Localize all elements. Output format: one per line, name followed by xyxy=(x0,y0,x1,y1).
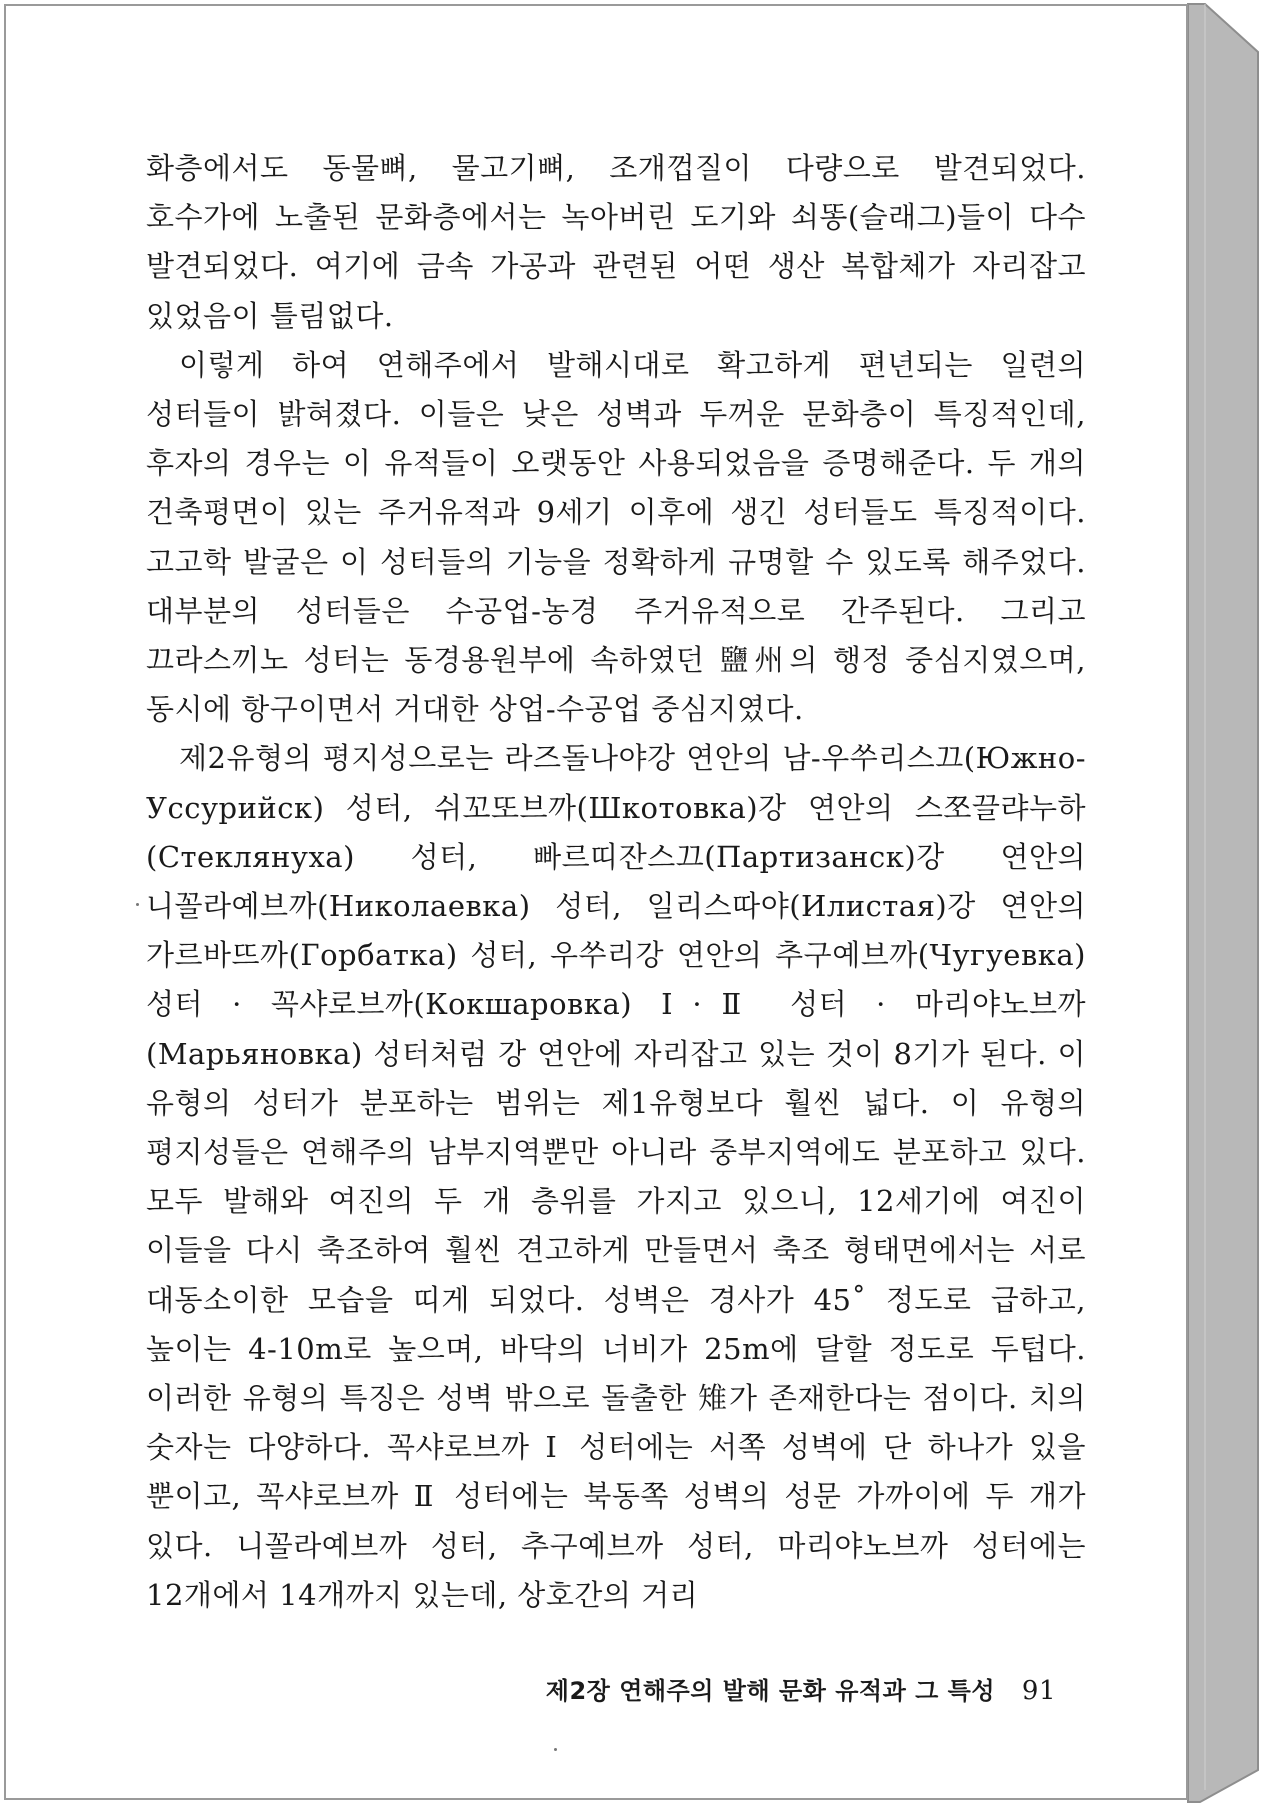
scan-speck xyxy=(554,1748,557,1751)
body-text xyxy=(146,144,1086,1620)
page-footer xyxy=(546,1671,1056,1706)
running-head: 제2장 연해주의 발해 문화 유적과 그 특성 xyxy=(545,1677,996,1705)
scan-speck xyxy=(136,903,139,906)
paragraph-3: 제2유형의 평지성으로는 라즈돌나야강 연안의 남-우쑤리스끄(Южно-Уссурийск) 성터, 쉬꼬또브까(Шкотовка)강 연안의 스쪼끌랴누하(Стеклянуха) 성터, 빠르띠잔스끄(Партизанск)강 연안의 니꼴라예브까(Николаевка) 성터, 일리스따야(Илистая)강 연안의 가르바뜨까(Горбатка) 성터, 우쑤리강 연안의 추구예브까(Чугуевка) 성터 · 꼭샤로브까(Кокшаровка) Ⅰ·Ⅱ 성터 · 마리야노브까(Марьяновка) 성터처럼 강 연안에 자리잡고 있는 것이 8기가 된다. 이 유형의 성터가 분포하는 범위는 제1유형보다 훨씬 넓다. 이 유형의 평지성들은 연해주의 남부지역뿐만 아니라 중부지역에도 분포하고 있다. 모두 발해와 여진의 두 개 층위를 가지고 있으니, 12세기에 여진이 이들을 다시 축조하여 훨씬 견고하게 만들면서 축조 형태면에서는 서로 대동소이한 모습을 띠게 되었다. 성벽은 경사가 45˚ 정도로 급하고, 높이는 4-10m로 높으며, 바닥의 너비가 25m에 달할 정도로 두텁다. 이러한 유형의 특징은 성벽 밖으로 돌출한 雉가 존재한다는 점이다. 치의 숫자는 다양하다. 꼭샤로브까 Ⅰ 성터에는 서쪽 성벽에 단 하나가 있을 뿐이고, 꼭샤로브까 Ⅱ 성터에는 북동쪽 성벽의 성문 가까이에 두 개가 있다. 니꼴라예브까 성터, 추구예브까 성터, 마리야노브까 성터에는 12개에서 14개까지 있는데, 상호간의 거리 xyxy=(146,741,1086,1612)
page-number: 91 xyxy=(1021,1676,1056,1706)
paragraph-1: 화층에서도 동물뼈, 물고기뼈, 조개껍질이 다량으로 발견되었다. 호수가에 노출된 문화층에서는 녹아버린 도기와 쇠똥(슬래그)들이 다수 발견되었다. 여기에 금속 가공과 관련된 어떤 생산 복합체가 자리잡고 있었음이 틀림없다. xyxy=(146,151,1086,333)
paragraph-2: 이렇게 하여 연해주에서 발해시대로 확고하게 편년되는 일련의 성터들이 밝혀졌다. 이들은 낮은 성벽과 두꺼운 문화층이 특징적인데, 후자의 경우는 이 유적들이 오랫동안 사용되었음을 증명해준다. 두 개의 건축평면이 있는 주거유적과 9세기 이후에 생긴 성터들도 특징적이다. 고고학 발굴은 이 성터들의 기능을 정확하게 규명할 수 있도록 해주었다. 대부분의 성터들은 수공업-농경 주거유적으로 간주된다. 그리고 끄라스끼노 성터는 동경용원부에 속하였던 鹽州의 행정 중심지였으며, 동시에 항구이면서 거대한 상업-수공업 중심지였다. xyxy=(146,347,1086,727)
book-page xyxy=(4,4,1188,1800)
